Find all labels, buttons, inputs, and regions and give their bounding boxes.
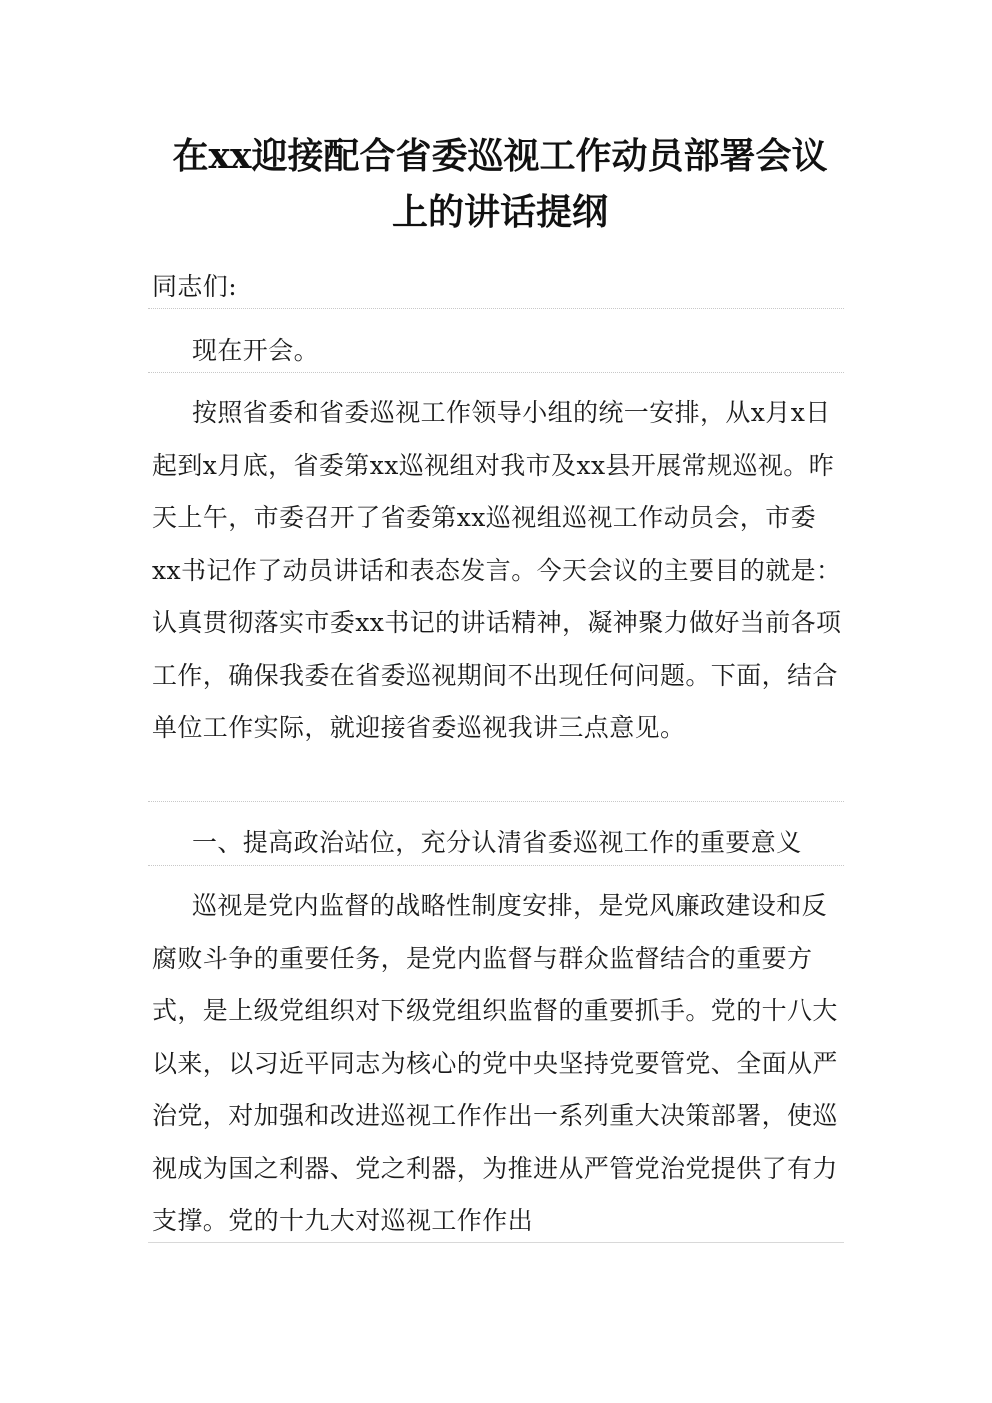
page-bottom-divider — [148, 1242, 844, 1243]
paragraph-divider — [148, 865, 844, 866]
section-heading-one: 一、提高政治站位，充分认清省委巡视工作的重要意义 — [192, 828, 802, 857]
paragraph-inspection: 巡视是党内监督的战略性制度安排，是党风廉政建设和反腐败斗争的重要任务，是党内监督与群众监督结合的重要方式，是上级党组织对下级党组织监督的重要抓手。党的十八大以来，以习近平同志为核心的党中央坚持党要管党、全面从严治党，对加强和改进巡视工作作出一系列重大决策部署，使巡视成为国之利器、党之利器，为推进从严管党治党提供了有力支撑。党的十九大对巡视工作作出 — [152, 891, 838, 1235]
paragraph-opening: 现在开会。 — [192, 336, 320, 365]
paragraph-divider — [148, 308, 844, 309]
paragraph-divider — [148, 801, 844, 802]
paragraph-arrangement: 按照省委和省委巡视工作领导小组的统一安排，从x月x日起到x月底，省委第xx巡视组对我市及xx县开展常规巡视。昨天上午，市委召开了省委第xx巡视组巡视工作动员会，市委xx书记作了动员讲话和表态发言。今天会议的主要目的就是：认真贯彻落实市委xx书记的讲话精神，凝神聚力做好当前各项工作，确保我委在省委巡视期间不出现任何问题。下面，结合单位工作实际，就迎接省委巡视我讲三点意见。 — [152, 398, 842, 742]
title-line-1: 在xx迎接配合省委巡视工作动员部署会议 — [172, 135, 828, 177]
salutation: 同志们: — [152, 272, 238, 301]
paragraph-divider — [148, 372, 844, 373]
document-title — [140, 128, 860, 240]
title-line-2: 上的讲话提纲 — [391, 191, 608, 233]
